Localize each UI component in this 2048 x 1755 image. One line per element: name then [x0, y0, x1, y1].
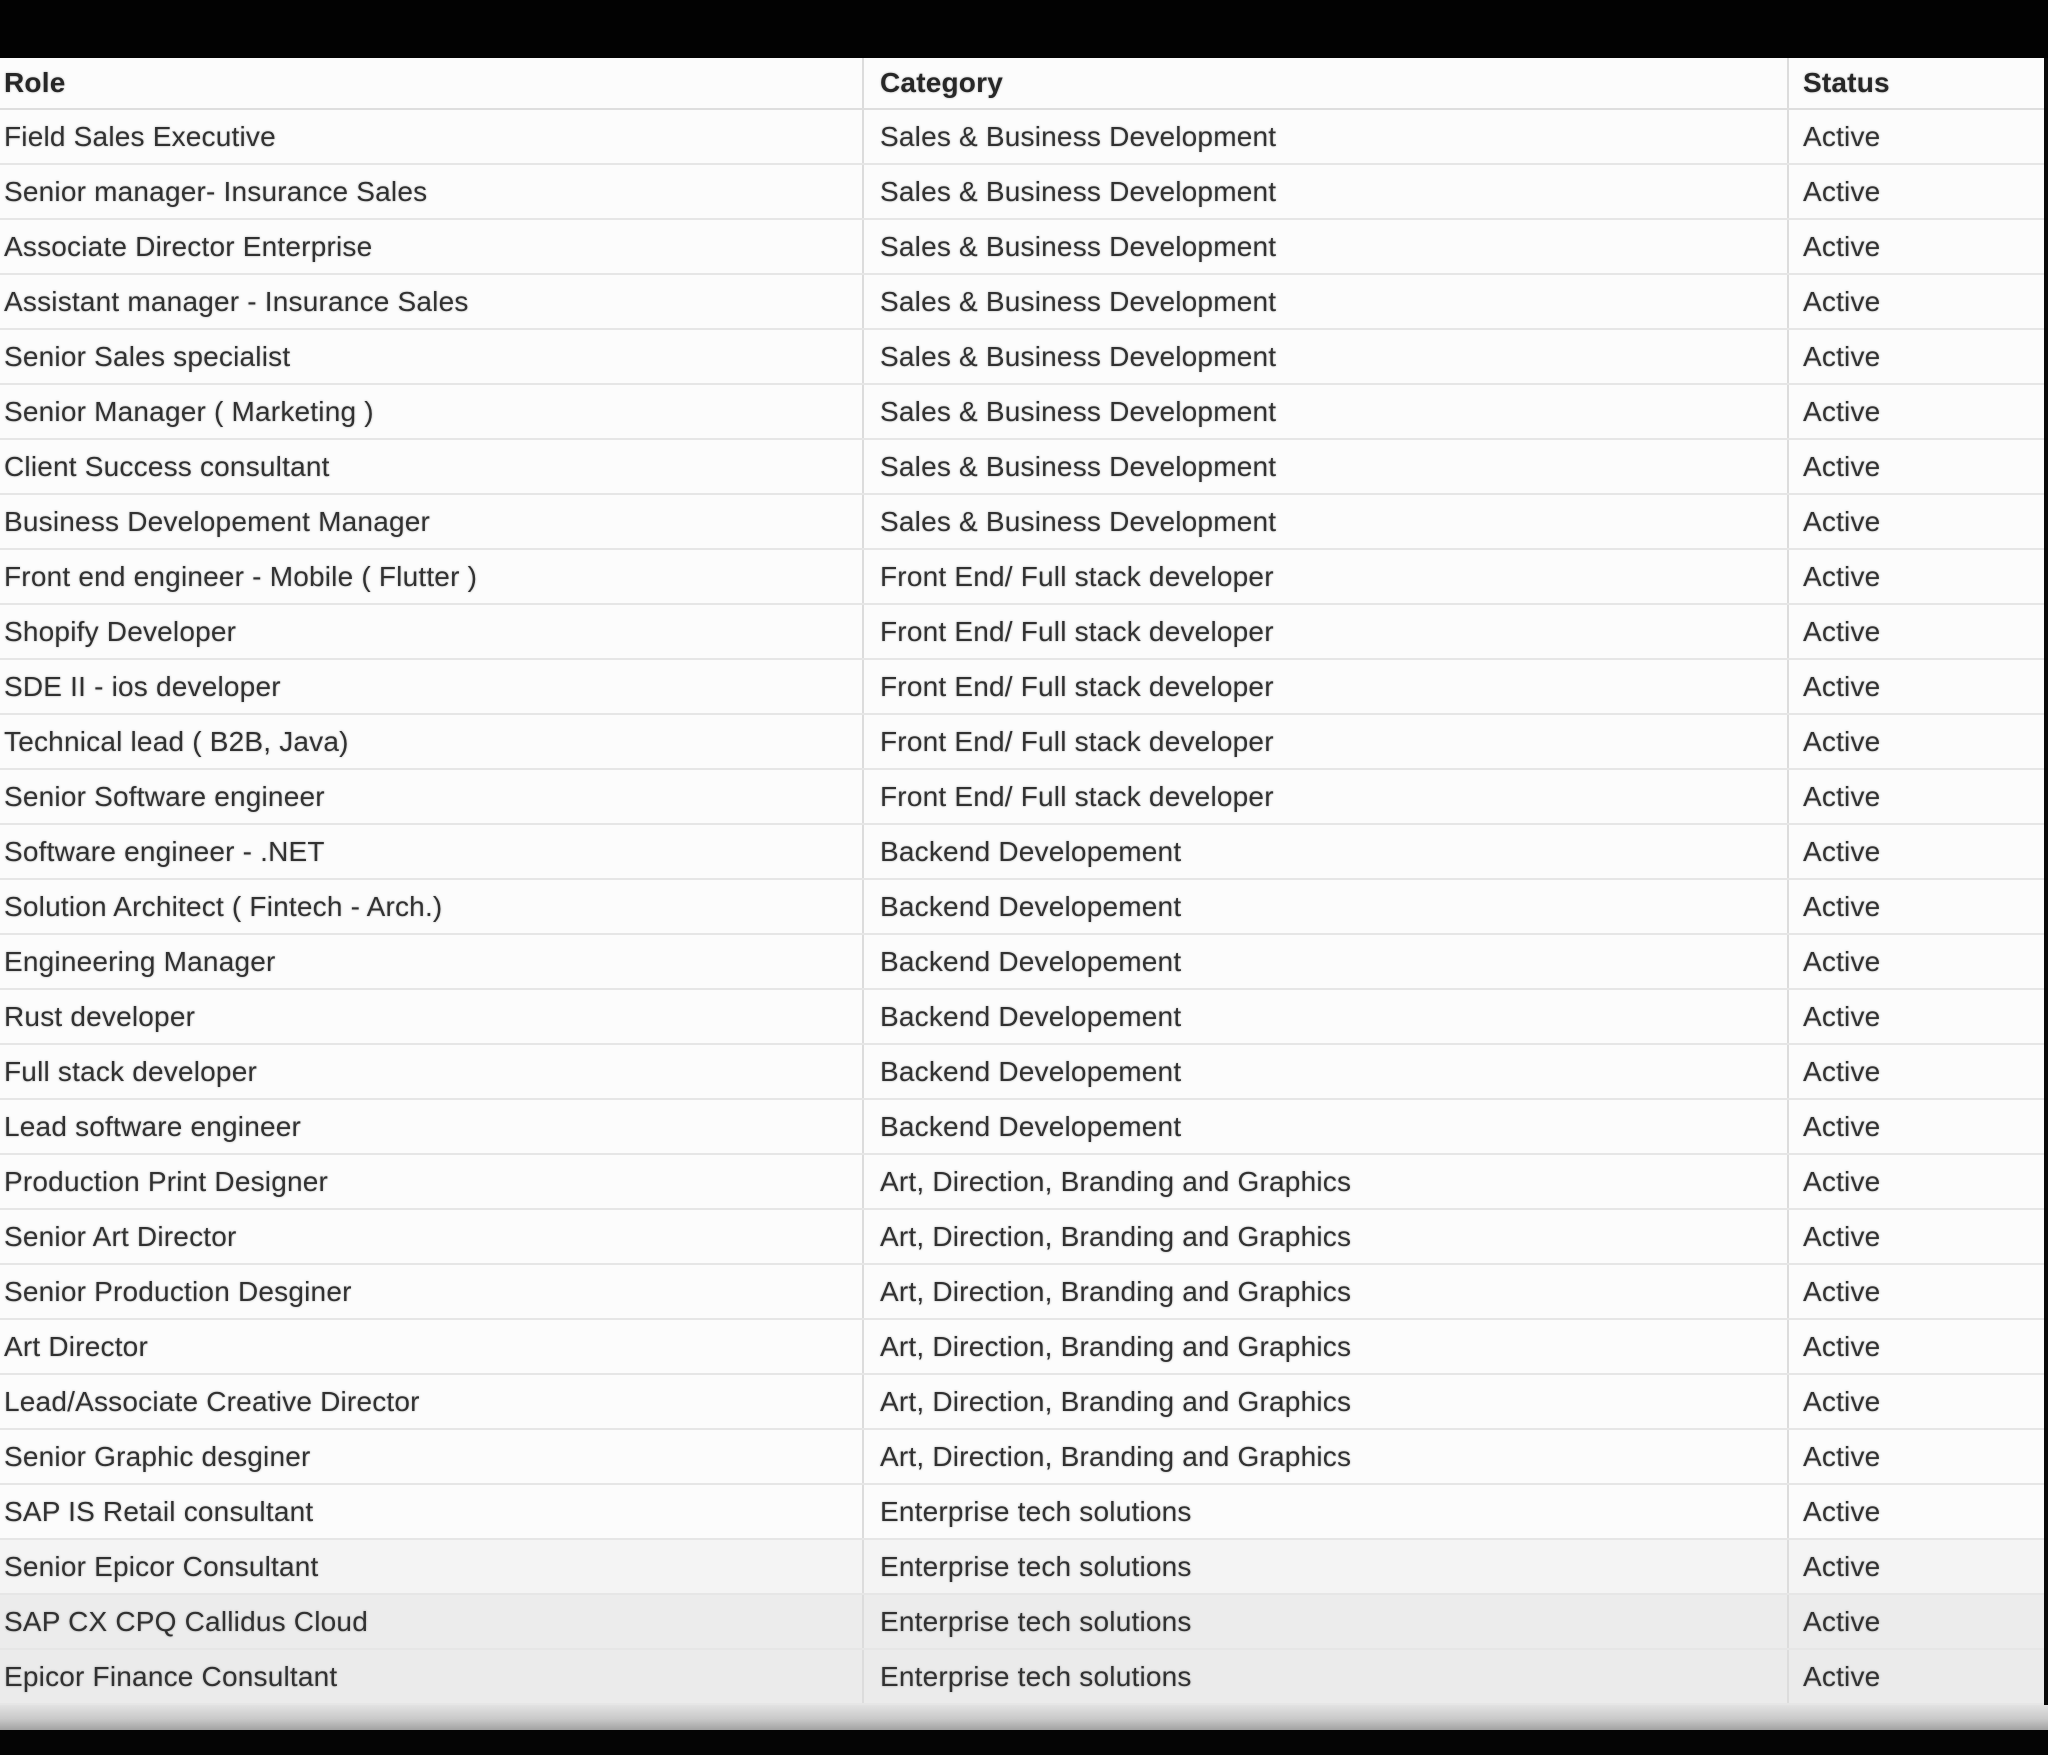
status-cell[interactable]: Active: [1787, 825, 2044, 878]
category-cell[interactable]: Sales & Business Development: [862, 440, 1787, 493]
role-cell[interactable]: Assistant manager - Insurance Sales: [4, 286, 469, 317]
status-cell[interactable]: Active: [1787, 660, 2044, 713]
status-cell[interactable]: Active: [1787, 1485, 2044, 1538]
table-row[interactable]: [0, 990, 2044, 1045]
category-cell[interactable]: Sales & Business Development: [862, 385, 1787, 438]
category-cell[interactable]: Art, Direction, Branding and Graphics: [862, 1430, 1787, 1483]
table-row[interactable]: [0, 1265, 2044, 1320]
status-cell[interactable]: Active: [1787, 1430, 2044, 1483]
table-row[interactable]: [0, 1485, 2044, 1540]
status-cell[interactable]: Active: [1787, 1320, 2044, 1373]
status-cell[interactable]: Active: [1787, 880, 2044, 933]
category-cell[interactable]: Sales & Business Development: [862, 110, 1787, 163]
role-cell[interactable]: Shopify Developer: [4, 616, 237, 647]
role-cell[interactable]: Senior Sales specialist: [4, 341, 291, 372]
role-cell[interactable]: SAP CX CPQ Callidus Cloud: [4, 1606, 368, 1637]
status-cell[interactable]: Active: [1787, 715, 2044, 768]
category-cell[interactable]: Sales & Business Development: [862, 275, 1787, 328]
bottom-scroll-strip[interactable]: [0, 1705, 2048, 1730]
role-cell[interactable]: SDE II - ios developer: [4, 671, 281, 702]
bottom-black-bar: [0, 1730, 2048, 1755]
status-cell[interactable]: Active: [1787, 385, 2044, 438]
category-cell[interactable]: Enterprise tech solutions: [862, 1540, 1787, 1593]
category-cell[interactable]: Backend Developement: [862, 1045, 1787, 1098]
status-cell[interactable]: Active: [1787, 1265, 2044, 1318]
status-cell[interactable]: Active: [1787, 1595, 2044, 1648]
status-cell[interactable]: Active: [1787, 275, 2044, 328]
status-cell[interactable]: Active: [1787, 110, 2044, 163]
table-body: [0, 110, 2044, 1705]
category-cell[interactable]: Backend Developement: [862, 935, 1787, 988]
role-cell[interactable]: Senior Production Desginer: [4, 1276, 352, 1307]
table-row[interactable]: [0, 660, 2044, 715]
status-cell[interactable]: Active: [1787, 220, 2044, 273]
table-row[interactable]: [0, 275, 2044, 330]
table-row[interactable]: [0, 880, 2044, 935]
column-header-role[interactable]: Role: [4, 67, 66, 98]
role-cell[interactable]: Business Developement Manager: [4, 506, 431, 537]
role-cell[interactable]: Lead software engineer: [4, 1111, 302, 1142]
role-cell[interactable]: Rust developer: [4, 1001, 196, 1032]
status-cell[interactable]: Active: [1787, 440, 2044, 493]
table-row[interactable]: [0, 1650, 2044, 1705]
status-cell[interactable]: Active: [1787, 1650, 2044, 1703]
table-row[interactable]: [0, 825, 2044, 880]
role-cell[interactable]: Field Sales Executive: [4, 121, 276, 152]
column-header-status[interactable]: Status: [1787, 58, 2044, 108]
table-row[interactable]: [0, 935, 2044, 990]
status-cell[interactable]: Active: [1787, 330, 2044, 383]
category-cell[interactable]: Art, Direction, Branding and Graphics: [862, 1265, 1787, 1318]
category-cell[interactable]: Sales & Business Development: [862, 495, 1787, 548]
role-cell[interactable]: Technical lead ( B2B, Java): [4, 726, 349, 757]
table-row[interactable]: [0, 1320, 2044, 1375]
category-cell[interactable]: Front End/ Full stack developer: [862, 770, 1787, 823]
category-cell[interactable]: Front End/ Full stack developer: [862, 660, 1787, 713]
role-cell[interactable]: SAP IS Retail consultant: [4, 1496, 314, 1527]
category-cell[interactable]: Backend Developement: [862, 1100, 1787, 1153]
role-cell[interactable]: Senior Art Director: [4, 1221, 237, 1252]
role-cell[interactable]: Front end engineer - Mobile ( Flutter ): [4, 561, 478, 592]
table-row[interactable]: [0, 220, 2044, 275]
category-cell[interactable]: Front End/ Full stack developer: [862, 715, 1787, 768]
role-cell[interactable]: Associate Director Enterprise: [4, 231, 373, 262]
status-cell[interactable]: Active: [1787, 1155, 2044, 1208]
category-cell[interactable]: Sales & Business Development: [862, 330, 1787, 383]
table-row[interactable]: [0, 330, 2044, 385]
table-row[interactable]: [0, 1045, 2044, 1100]
table-row[interactable]: [0, 550, 2044, 605]
table-row[interactable]: [0, 1155, 2044, 1210]
status-cell[interactable]: Active: [1787, 605, 2044, 658]
role-cell[interactable]: Client Success consultant: [4, 451, 330, 482]
role-cell[interactable]: Senior Manager ( Marketing ): [4, 396, 374, 427]
role-cell[interactable]: Production Print Designer: [4, 1166, 329, 1197]
category-cell[interactable]: Enterprise tech solutions: [862, 1485, 1787, 1538]
category-cell[interactable]: Sales & Business Development: [862, 220, 1787, 273]
status-cell[interactable]: Active: [1787, 1100, 2044, 1153]
status-cell[interactable]: Active: [1787, 990, 2044, 1043]
status-cell[interactable]: Active: [1787, 495, 2044, 548]
table-row[interactable]: [0, 440, 2044, 495]
table-row[interactable]: [0, 385, 2044, 440]
role-cell[interactable]: Solution Architect ( Fintech - Arch.): [4, 891, 443, 922]
table-row[interactable]: [0, 1375, 2044, 1430]
role-cell[interactable]: Art Director: [4, 1331, 148, 1362]
category-cell[interactable]: Backend Developement: [862, 825, 1787, 878]
role-cell[interactable]: Senior Graphic desginer: [4, 1441, 311, 1472]
column-header-category[interactable]: Category: [862, 58, 1787, 108]
status-cell[interactable]: Active: [1787, 935, 2044, 988]
role-cell[interactable]: Senior manager- Insurance Sales: [4, 176, 428, 207]
table-row[interactable]: [0, 1210, 2044, 1265]
table-row[interactable]: [0, 495, 2044, 550]
category-cell[interactable]: Enterprise tech solutions: [862, 1650, 1787, 1703]
table-header-row: [0, 58, 2044, 110]
category-cell[interactable]: Art, Direction, Branding and Graphics: [862, 1375, 1787, 1428]
category-cell[interactable]: Art, Direction, Branding and Graphics: [862, 1210, 1787, 1263]
category-cell[interactable]: Backend Developement: [862, 880, 1787, 933]
table-row[interactable]: [0, 770, 2044, 825]
table-row[interactable]: [0, 1595, 2044, 1650]
category-cell[interactable]: Sales & Business Development: [862, 165, 1787, 218]
category-cell[interactable]: Art, Direction, Branding and Graphics: [862, 1320, 1787, 1373]
status-cell[interactable]: Active: [1787, 770, 2044, 823]
role-cell[interactable]: Lead/Associate Creative Director: [4, 1386, 420, 1417]
status-cell[interactable]: Active: [1787, 1540, 2044, 1593]
right-black-edge: [2044, 58, 2048, 1705]
role-cell[interactable]: Engineering Manager: [4, 946, 276, 977]
table-row[interactable]: [0, 1430, 2044, 1485]
role-cell[interactable]: Senior Software engineer: [4, 781, 325, 812]
table-row[interactable]: [0, 1540, 2044, 1595]
role-cell[interactable]: Senior Epicor Consultant: [4, 1551, 319, 1582]
status-cell[interactable]: Active: [1787, 165, 2044, 218]
role-cell[interactable]: Epicor Finance Consultant: [4, 1661, 338, 1692]
status-cell[interactable]: Active: [1787, 550, 2044, 603]
table-row[interactable]: [0, 1100, 2044, 1155]
table-row[interactable]: [0, 110, 2044, 165]
table-row[interactable]: [0, 605, 2044, 660]
category-cell[interactable]: Front End/ Full stack developer: [862, 605, 1787, 658]
role-cell[interactable]: Software engineer - .NET: [4, 836, 325, 867]
category-cell[interactable]: Enterprise tech solutions: [862, 1595, 1787, 1648]
category-cell[interactable]: Front End/ Full stack developer: [862, 550, 1787, 603]
status-cell[interactable]: Active: [1787, 1045, 2044, 1098]
table-row[interactable]: [0, 165, 2044, 220]
status-cell[interactable]: Active: [1787, 1375, 2044, 1428]
category-cell[interactable]: Art, Direction, Branding and Graphics: [862, 1155, 1787, 1208]
table-row[interactable]: [0, 715, 2044, 770]
roles-table: [0, 58, 2044, 1705]
status-cell[interactable]: Active: [1787, 1210, 2044, 1263]
role-cell[interactable]: Full stack developer: [4, 1056, 258, 1087]
category-cell[interactable]: Backend Developement: [862, 990, 1787, 1043]
top-black-bar: [0, 0, 2048, 58]
